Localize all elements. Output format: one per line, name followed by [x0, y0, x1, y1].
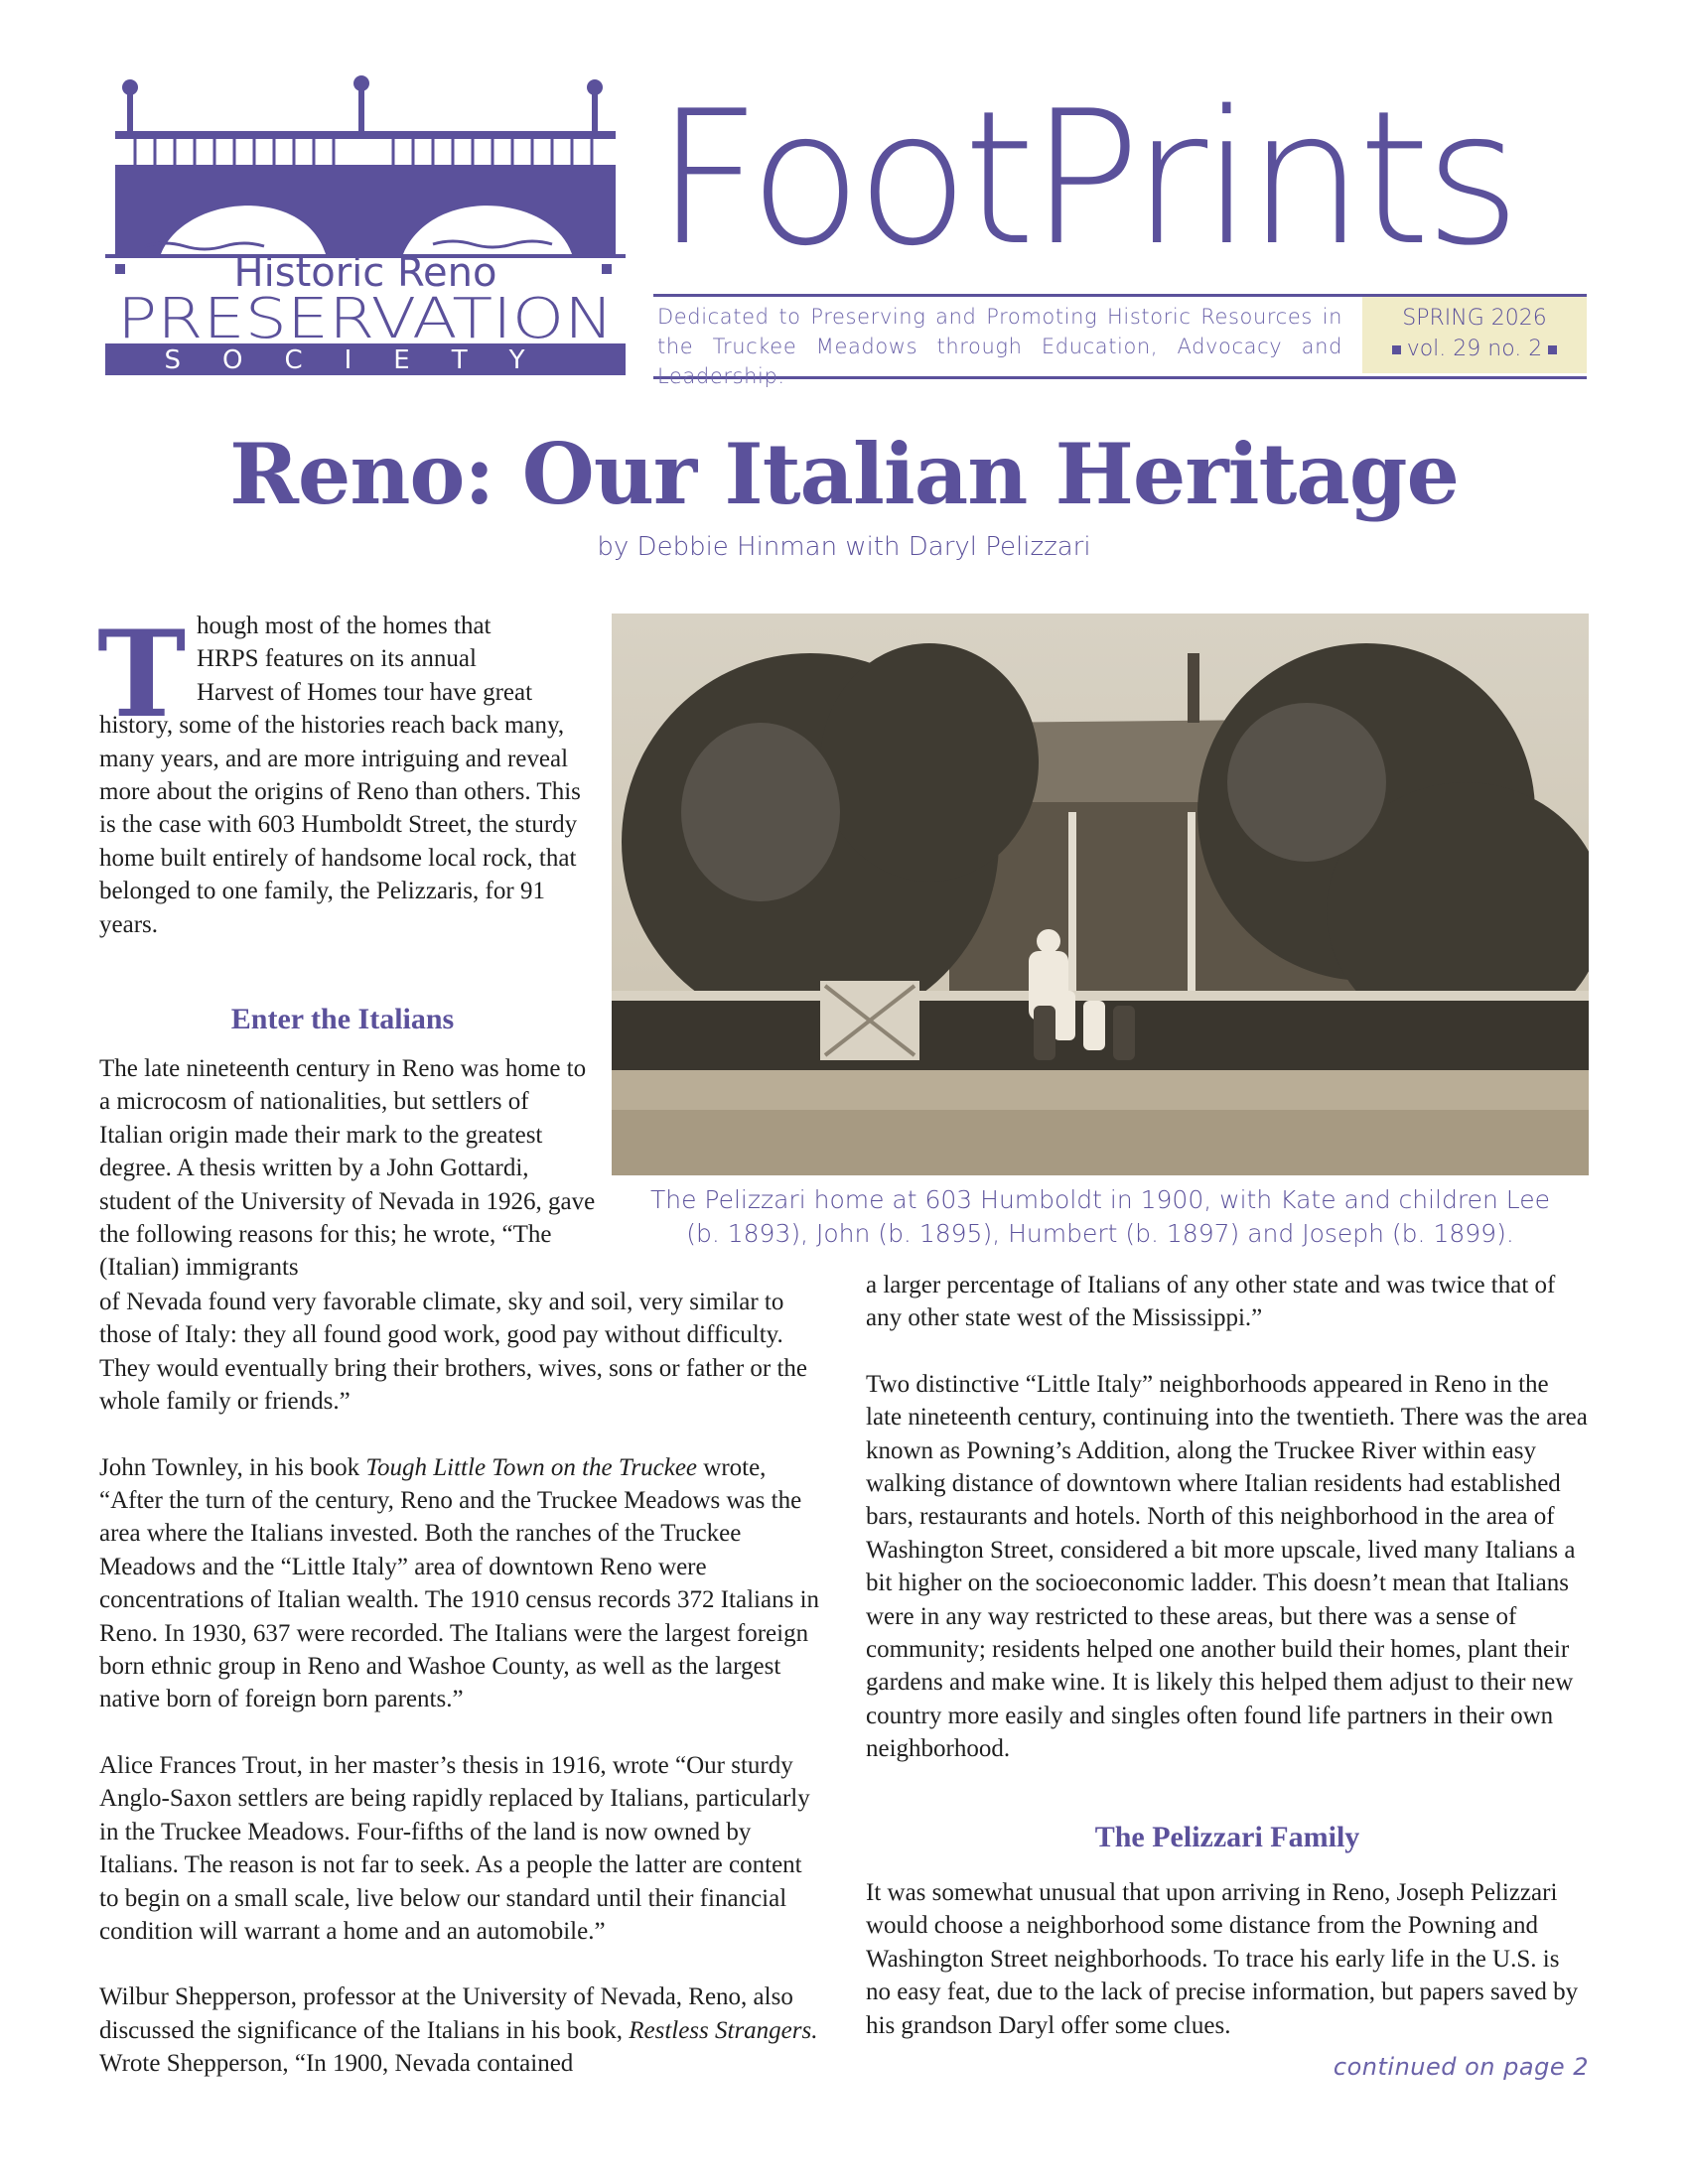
paragraph-trout: Alice Frances Trout, in her master’s thesis in 1916, wrote “Our sturdy Anglo-Saxon settlers are being rapidly replaced by Italians, particularly in the Truckee Meadows. Four-fifths of the land is now owned by Italians. The reason is not far to seek. As a people the latter are content to begin on a small scale, live below our standard until their financial condition will warrant a home and an automobile.” [99, 1751, 810, 1945]
townley-text-2: wrote, “After the turn of the century, Reno and the Truckee Meadows was the area where the Italians invested. Both the ranches of the Truckee Meadows and the “Little Italy” area of downtown Reno were concentrations of Italian wealth. The 1910 census records 372 Italians in Reno. In 1930, 637 were recorded. The Italians were the largest foreign born ethnic group in Reno and Washoe County, as well as the largest native born of foreign born parents.” [99, 1453, 820, 1713]
square-bullet-icon [1548, 345, 1557, 354]
house-photo-image [612, 614, 1589, 1175]
intro-line: HRPS features on its annual [197, 645, 477, 673]
left-column [99, 1286, 824, 2114]
issue-volume-row [1362, 334, 1587, 364]
paragraph-little-italy: Two distinctive “Little Italy” neighborhoods appeared in Reno in the late nineteenth century, continuing into the twentieth. There was the area known as Powning’s Addition, along the Truckee River within easy walking distance of downtown where Italian residents had established bars, restaurants and hotels. North of this neighborhood in the area of Washington Street, considered a bit more upscale, lived many Italians a bit higher on the socioeconomic ladder. This doesn’t mean that Italians were in any way restricted to these areas, but there was a sense of community; residents helped one another build their homes, plant their gardens and make wine. It is likely this helped them adjust to their new country more easily and singles often found life partners in their own neighborhood. [866, 1370, 1588, 1763]
intro-paragraph [97, 605, 596, 941]
paragraph-townley [99, 1451, 824, 1716]
logo-line3: SOCIETY [164, 345, 567, 375]
masthead-tagline: Dedicated to Preserving and Promoting Historic Resources in the Truckee Meadows through Education, Advocacy and Leadership. [657, 305, 1342, 388]
paragraph-shepperson [99, 1980, 824, 2080]
paragraph-gottardi-narrow: The late nineteenth century in Reno was home to a microcosm of nationalities, but settlers of Italian origin made their mark to the greatest degree. A thesis written by a John Gottardi, student of the University of Nevada in 1926, gave the following reasons for this; he wrote, “The (Italian) immigrants [99, 1055, 596, 1282]
masthead-title: FootPrints [655, 70, 1515, 286]
issue-season: SPRING 2026 [1402, 306, 1547, 331]
paragraph-shepperson-cont: a larger percentage of Italians of any other state and was twice that of any other state west of the Mississippi.” [866, 1272, 1556, 1332]
townley-book-title: Tough Little Town on the Truckee [365, 1453, 698, 1481]
logo-line1: Historic Reno [233, 250, 497, 296]
article-headline: Reno: Our Italian Heritage [229, 425, 1459, 523]
intro-rest: history, some of the histories reach back many, many years, and are more intriguing and reveal more about the origins of Reno than others. This is the case with 603 Humboldt Street, the sturdy home built entirely of handsome local rock, that belonged to one family, the Pelizzaris, for 91 years. [99, 712, 581, 938]
drop-cap: T [97, 605, 187, 745]
intro-line: hough most of the homes that [197, 613, 492, 639]
paragraph-pelizzari: It was somewhat unusual that upon arriving in Reno, Joseph Pelizzari would choose a neighborhood some distance from the Powning and Washington Street neighborhoods. To trace his early life in the U.S. is no easy feat, due to the lack of precise information, but papers saved by his grandson Daryl offer some clues. [866, 1879, 1579, 2039]
hrps-logo [105, 75, 626, 375]
subhead-pelizzari-family: The Pelizzari Family [1094, 1821, 1360, 1853]
caption-line-1: The Pelizzari home at 603 Humboldt in 1900, with Kate and children Lee [649, 1185, 1551, 1214]
house-photo [612, 614, 1589, 1175]
bridge-logo-icon [105, 75, 626, 375]
square-bullet-icon [1392, 345, 1401, 354]
issue-box [1362, 297, 1587, 373]
logo-line2: PRESERVATION [117, 287, 614, 351]
photo-caption [612, 1183, 1589, 1251]
continued-link[interactable]: continued on page 2 [1333, 2053, 1589, 2081]
shepperson-text-1: Wilbur Shepperson, professor at the University of Nevada, Reno, also discussed the significance of the Italians in his book, [99, 1983, 793, 2044]
paragraph-gottardi-wide: of Nevada found very favorable climate, sky and soil, very similar to those of Italy: they all found good work, good pay without difficulty. They would eventually bring their brothers, wives, sons or father or the whole family or friends.” [99, 1289, 808, 1416]
shepperson-book-title: Restless Strangers. [629, 2016, 818, 2044]
shepperson-text-2: Wrote Shepperson, “In 1900, Nevada contained [99, 2050, 574, 2078]
intro-line: Harvest of Homes tour have great [197, 678, 533, 706]
subhead-enter-the-italians: Enter the Italians [230, 1003, 455, 1035]
issue-volume: vol. 29 no. 2 [1406, 337, 1543, 361]
right-column [866, 1269, 1589, 1799]
article-byline: by Debbie Hinman with Daryl Pelizzari [597, 532, 1091, 562]
townley-text-1: John Townley, in his book [99, 1453, 366, 1481]
caption-line-2: (b. 1893), John (b. 1895), Humbert (b. 1897) and Joseph (b. 1899). [686, 1219, 1514, 1248]
